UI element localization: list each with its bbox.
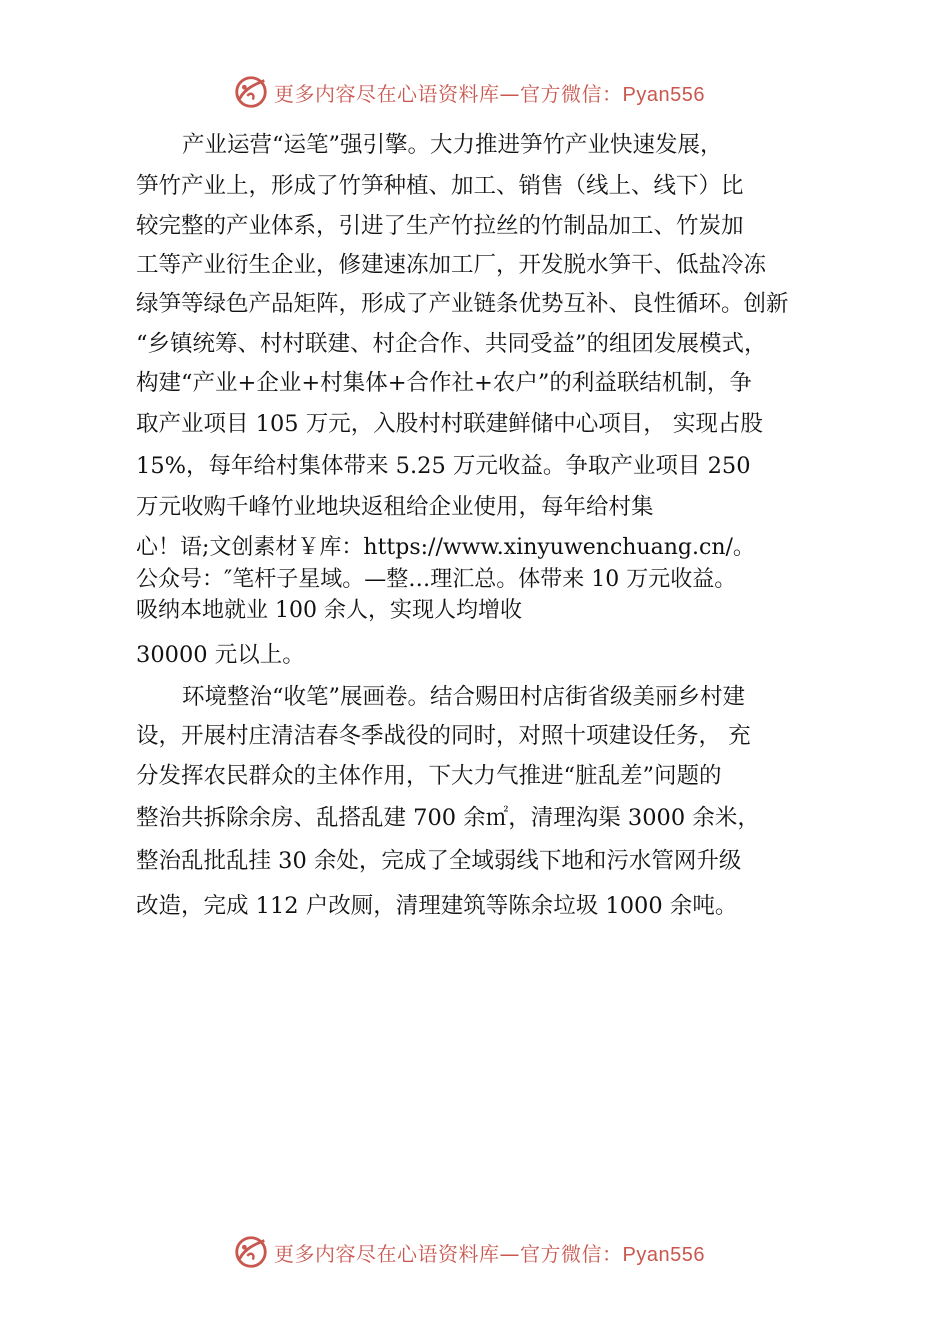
body-line: 构建“产业+企业+村集体+合作社+农户”的利益联结机制，争 bbox=[136, 370, 752, 396]
body-line: “乡镇统筹、村村联建、村企合作、共同受益”的组团发展模式， bbox=[136, 331, 767, 357]
body-line-promo: 公众号：″笔杆子星域。—整…理汇总。体带来 10 万元收益。 bbox=[136, 567, 737, 592]
wechat-id: Pyan556 bbox=[622, 1243, 705, 1266]
body-line: 取产业项目 105 万元，入股村村联建鲜储中心项目， 实现占股 bbox=[136, 411, 763, 437]
body-line: 产业运营“运笔”强引擎。大力推进笋竹产业快速发展， bbox=[182, 132, 723, 158]
body-line: 15%，每年给村集体带来 5.25 万元收益。争取产业项目 250 bbox=[136, 453, 751, 479]
body-line: 30000 元以上。 bbox=[136, 642, 305, 668]
body-line: 整治乱批乱挂 30 余处，完成了全域弱线下地和污水管网升级 bbox=[136, 848, 742, 874]
body-line: 设，开展村庄清洁春冬季战役的同时，对照十项建设任务， 充 bbox=[136, 723, 751, 749]
header-banner-text: 更多内容尽在心语资料库—官方微信：Pyan556 bbox=[274, 81, 705, 106]
body-line: 笋竹产业上，形成了竹笋种植、加工、销售（线上、线下）比 bbox=[136, 173, 744, 199]
body-line: 较完整的产业体系，引进了生产竹拉丝的竹制品加工、竹炭加 bbox=[136, 213, 744, 239]
body-line-promo: 心！语;文创素材￥库：https://www.xinyuwenchuang.cn/。 bbox=[136, 535, 755, 560]
body-line: 工等产业衍生企业，修建速冻加工厂，开发脱水笋干、低盐冷冻 bbox=[136, 252, 767, 278]
wechat-id: Pyan556 bbox=[622, 83, 705, 106]
body-line: 万元收购千峰竹业地块返租给企业使用，每年给村集 bbox=[136, 494, 654, 520]
body-line: 绿笋等绿色产品矩阵，形成了产业链条优势互补、良性循环。创新 bbox=[136, 291, 789, 317]
body-line: 分发挥农民群众的主体作用，下大力气推进“脏乱差”问题的 bbox=[136, 763, 722, 789]
body-line: 吸纳本地就业 100 余人，实现人均增收 bbox=[136, 598, 522, 623]
footer-banner bbox=[232, 1232, 705, 1272]
body-line: 整治共拆除余房、乱搭乱建 700 余㎡，清理沟渠 3000 余米， bbox=[136, 805, 760, 831]
body-line: 环境整治“收笔”展画卷。结合赐田村店街省级美丽乡村建 bbox=[182, 684, 746, 710]
xinyu-logo-icon bbox=[232, 1233, 270, 1271]
footer-banner-text: 更多内容尽在心语资料库—官方微信：Pyan556 bbox=[274, 1241, 705, 1266]
body-line: 改造，完成 112 户改厕，清理建筑等陈余垃圾 1000 余吨。 bbox=[136, 893, 738, 919]
